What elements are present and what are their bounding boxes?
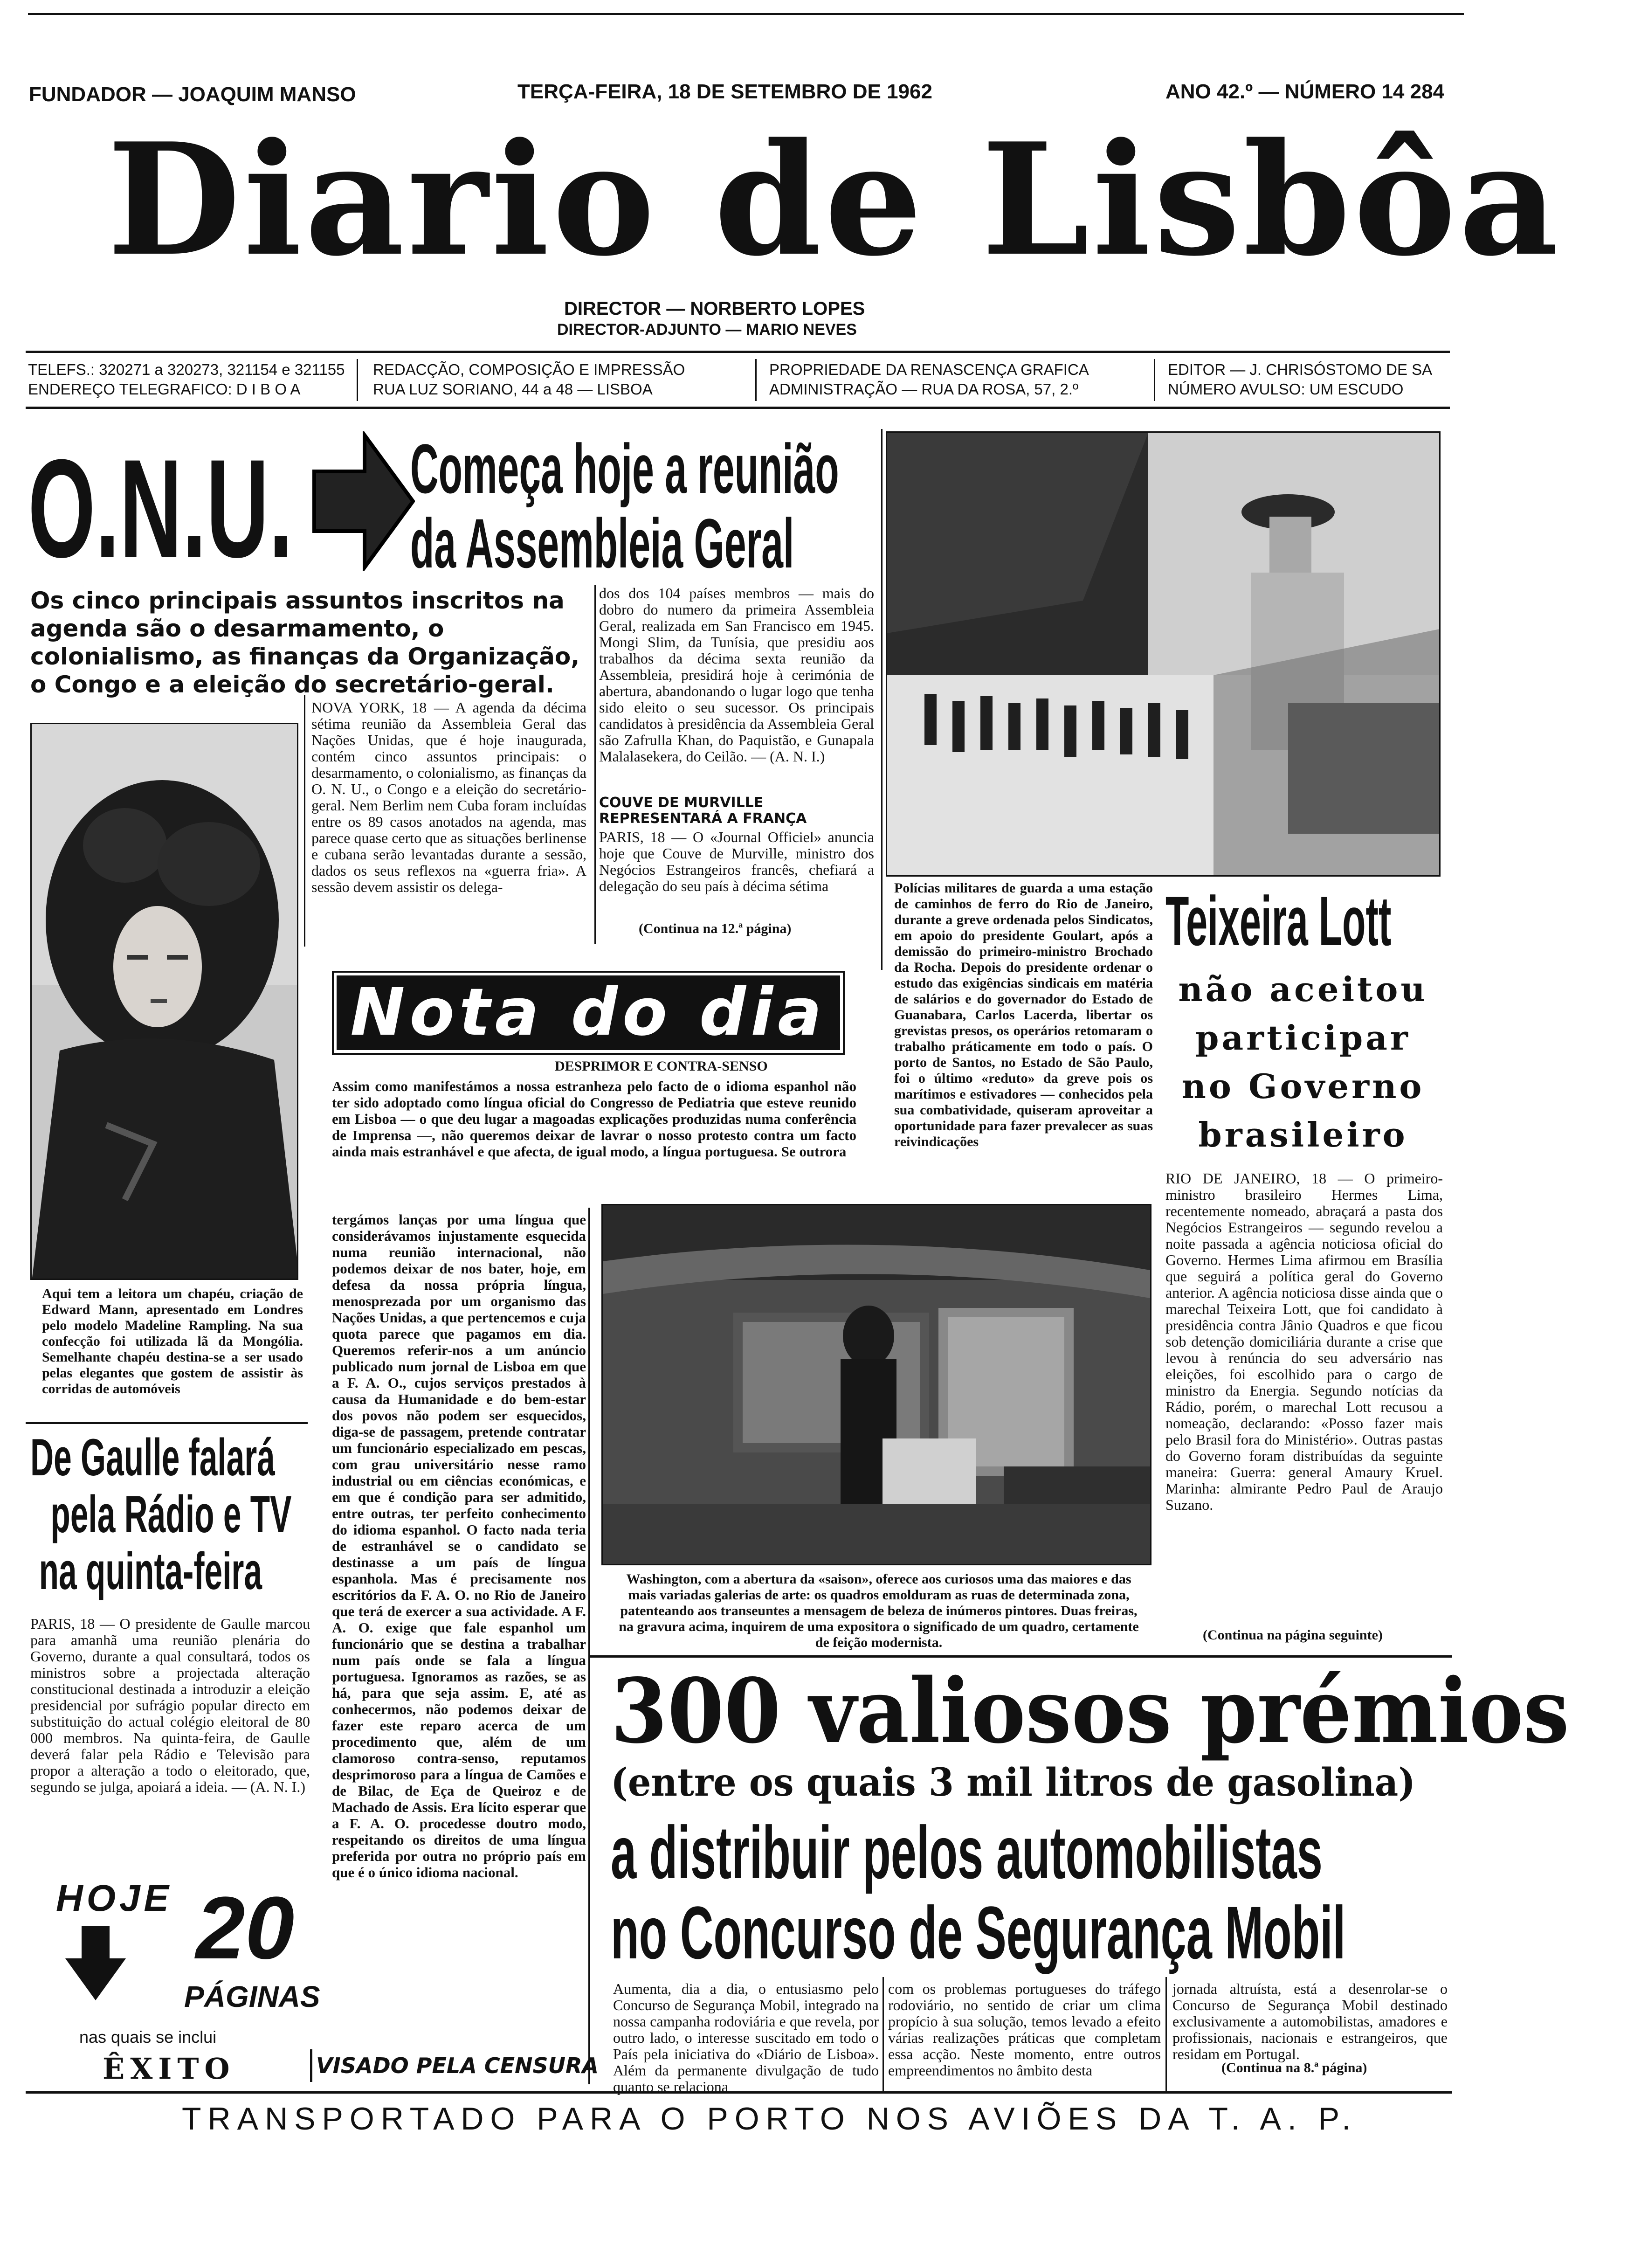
censorship-stamp: VISADO PELA CENSURA [310,2049,590,2082]
mobil-headline-line-1: 300 valiosos prémios [611,1659,1570,1763]
onu-article-col2: dos dos 104 países membros — mais do dobro do numero da primeira Assembleia Geral, realizada em San Francisco em 1945. Mongi Slim, da Tunísia, que presidiu aos trabalhos da décima sexta reunião da Assembleia, presidirá hoje à cerimónia de abertura, abandonando o lugar logo que tenha sido eleito o seu sucessor. Os principais candidatos à presidência da Assembleia Geral são Zafrulla Khan, do Paquistão, e Gunapala Malalasekera, do Ceilão. — (A. N. I.) [599,585,874,765]
nota-title-box [332,971,845,1055]
onu-headline-line-1: Começa hoje a reunião [410,429,839,508]
washington-gallery-photo [601,1204,1151,1565]
brazil-photo-caption: Polícias militares de guarda a uma estação de caminhos de ferro do Rio de Janeiro, durante a greve ordenada pelos Sindicatos, em apoio do presidente Goulart, após a demissão do primeiro-ministro Brochado da Rocha. Depois do presidente ordenar o estudo das exigências sindicais em matéria de salários e do governador do Estado de Guanabara, Carlos Lacerda, libertar os grevistas presos, os operários retomaram o trabalho práticamente em todo o país. O porto de Santos, no Estado de São Paulo, foi o último «reduto» da greve pois os marítimos e estivadores — conhecidos pela sua combatividade, quiseram aproveitar a oportunidade para fazer prevalecer as suas reivindicações [894,880,1153,1149]
mobil-headline-line-3: a distribuir pelos automobilistas [611,1811,1323,1894]
info-divider [755,359,757,401]
onu-subhead: COUVE DE MURVILLE REPRESENTARÁ A FRANÇA [599,795,807,827]
info-top-rule [26,351,1450,353]
lott-headline-line-1: Teixeira Lott [1165,882,1392,960]
lott-headline-line-4: no Governo [1181,1066,1425,1106]
info-line: REDACÇÃO, COMPOSIÇÃO E IMPRESSÃO [373,361,685,378]
director-line: DIRECTOR — NORBERTO LOPES [564,298,865,319]
column-rule [304,695,305,947]
info-line: ENDEREÇO TELEGRAFICO: D I B O A [28,380,301,398]
onu-deck: Os cinco principais assuntos inscritos na agenda são o desarmamento, o colonialismo, as finanças da Organização, o Congo e a eleição do secretário-geral. [30,587,580,698]
nota-subtitle: DESPRIMOR E CONTRA-SENSO [555,1058,768,1074]
info-editor [1168,360,1432,399]
footer-transport-note: TRANSPORTADO PARA O PORTO NOS AVIÕES DA T. A. P. [182,2101,1358,2137]
mobil-article-col1: Aumenta, dia a dia, o entusiasmo pelo Concurso de Segurança Mobil, integrado na nossa campanha rodoviária e que revela, por outro lado, o interesse suscitado em todo o País pela iniciativa do «Diário de Lisboa». Além da permanente divulgação de tudo quanto se relaciona [613,1980,879,2095]
column-rule [881,429,883,970]
lott-headline-line-3: participar [1195,1018,1411,1058]
section-rule [26,1422,308,1424]
pages-label: PÁGINAS [184,1980,320,2013]
hat-photo [30,723,298,1280]
info-telephones [28,360,345,399]
lott-article: RIO DE JANEIRO, 18 — O primeiro-ministro brasileiro Hermes Lima, recentemente nomeado, abraçará a pasta dos Negócios Estrangeiros — segundo revelou a noite passada a agência noticiosa oficial do Governo. Hermes Lima afirmou em Brasília que seguirá a política geral do Governo anterior. A agência noticiosa disse ainda que o marechal Teixeira Lott, que foi candidato à presidência contra Jânio Quadros e que ficou sob detenção domiciliária durante a crise que levou à renúncia do seu adversário nas eleições, foi escolhido para o cargo de ministro da Energia. Segundo notícias da Rádio, porém, o marechal Lott recusou a nomeação, declarando: «Posso fazer mais pelo Brasil fora do Ministério». Outras pastas do Governo foram distribuídas da seguinte maneira: Guerra: general Amaury Kruel. Marinha: almirante Pedro Paul de Araujo Suzano. [1165,1170,1443,1513]
section-rule [590,1655,1452,1658]
info-redaccao [373,360,685,399]
info-line: PROPRIEDADE DA RENASCENÇA GRAFICA [769,361,1089,378]
degaulle-headline-line-1: De Gaulle falará [30,1428,275,1487]
exito-label: ÊXITO [103,2052,235,2086]
onu-label: O.N.U. [28,430,293,587]
info-line: ADMINISTRAÇÃO — RUA DA ROSA, 57, 2.º [769,380,1079,398]
info-line: NÚMERO AVULSO: UM ESCUDO [1168,380,1404,398]
degaulle-headline-line-2: pela Rádio e TV [50,1485,292,1543]
issue-number: ANO 42.º — NÚMERO 14 284 [1165,80,1445,103]
hat-photo-caption: Aqui tem a leitora um chapéu, criação de Edward Mann, apresentado em Londres pelo modelo Madeline Rampling. Na sua confecção foi utilizada lã da Mongólia. Semelhante chapéu destina-se a ser usado pelas elegantes que gostem de assistir às corridas de automóveis [42,1286,303,1397]
top-rule [28,13,1464,15]
mobil-article-col2: com os problemas portugueses do tráfego rodoviário, no sentido de criar um clima propício à sua solução, temos levado a efeito várias realizações práticas que completam essa acção. Neste momento, entre outros empreendimentos no âmbito desta [888,1980,1161,2079]
info-divider [1154,359,1155,401]
mobil-article-col3: jornada altruísta, está a desenrolar-se o Concurso de Segurança Mobil destinado exclusivamente a automobilistas, amadores e profissionais, nacionais e estrangeiros, que residam em Portugal. [1172,1980,1448,2062]
hoje-label: HOJE [56,1877,172,1919]
nota-column: tergámos lanças por uma língua que considerávamos injustamente esquecida numa reunião internacional, não podemos deixar de nos bater, hoje, em defesa da nossa própria língua, menosprezada por um organismo das Nações Unidas, a que pertencemos e cuja quota parece que pagamos em dia. Queremos referir-nos a um anúncio publicado num jornal de Lisboa em que a F. A. O., cujos serviços prestados à causa da Humanidade e do bem-estar dos povos não podem ser esquecidos, diga-se de passagem, pretende contratar um funcionário especializado em pescas, com grau universitário nesse ramo industrial ou em ciências económicas, e em que é condição para ser admitido, entre outras, ter perfeito conhecimento do idioma espanhol. O facto nada teria de estranhável se o candidato se destinasse a um país de língua espanhola. Mas é precisamente nos escritórios da F. A. O. no Rio de Janeiro que terá de exercer a sua actividade. A F. A. O. exige que fale espanhol um funcionário que se destina a trabalhar num país onde se fala a língua portuguesa. Ignoramos as razões, se as há, para que seja assim. E, até as conhecermos, não podemos deixar de fazer este reparo acerca de um procedimento que, além de um clamoroso contra-senso, reputamos desprimoroso para a língua de Camões e de Bilac, de Eça de Queiroz e de Machado de Assis. Era lícito esperar que a F. A. O. procedesse doutro modo, respeitando os direitos de uma língua preferida por outra no próprio país em que é o único idioma nacional. [332,1211,586,1881]
pages-count: 20 [196,1879,295,1978]
brazil-strike-photo [886,431,1441,877]
deputy-director-line: DIRECTOR-ADJUNTO — MARIO NEVES [557,321,857,339]
column-rule [594,585,596,944]
arrow-right-icon [312,431,415,571]
lott-headline-line-2: não aceitou [1178,969,1428,1009]
column-rule [1165,1977,1167,2094]
mobil-headline-line-2: (entre os quais 3 mil litros de gasolina) [611,1760,1416,1805]
degaulle-headline-line-3: na quinta-feira [39,1542,262,1600]
column-rule [588,1208,590,2084]
mobil-headline-line-4: no Concurso de Segurança Mobil [611,1891,1346,1974]
date-line: TERÇA-FEIRA, 18 DE SETEMBRO DE 1962 [517,80,932,103]
hoje-sub: nas quais se inclui [79,2027,217,2047]
onu-headline [410,431,839,581]
nota-lead: Assim como manifestámos a nossa estranheza pelo facto de o idioma espanhol não ter sido adoptado como língua oficial do Congresso de Pediatria que esteve reunido em Lisboa — o que deu lugar a magoadas explicações produzidas numa conferência de Imprensa —, não queremos deixar de lavrar o nosso protesto contra um facto ainda mais estranhável e que afecta, de igual modo, a língua portuguesa. Se outrora [332,1078,856,1160]
footer-rule [26,2091,1452,2094]
lott-continue-link[interactable]: (Continua na página seguinte) [1203,1627,1383,1643]
onu-article-col1: NOVA YORK, 18 — A agenda da décima sétima reunião da Assembleia Geral das Nações Unidas, que é hoje inaugurada, contém cinco assuntos principais: o desarmamento, o colonialismo, as finanças da O. N. U., o Congo e a eleição do secretário-geral. Nem Berlim nem Cuba foram incluídas entre os 89 casos anotados na agenda, mas parece quase certo que as situações berlinense e cubana serão levantadas durante a sessão, dados os seus reflexos na «guerra fria». A sessão devem assistir os delega- [311,699,586,895]
newspaper-title: Diario de Lisbôa [107,109,1562,290]
nota-title: Nota do dia [337,975,840,1050]
founder-line: FUNDADOR — JOAQUIM MANSO [29,83,356,106]
washington-photo-caption: Washington, com a abertura da «saison», oferece aos curiosos uma das maiores e das mais variadas galerias de arte: os quadros emolduram as ruas de determinada zona, patenteando aos transeuntes a mensagem de beleza de inúmeros pintores. Duas freiras, na gravura acima, inquirem de uma expositora o significado de um quadro, certamente de feição modernista. [619,1571,1139,1650]
column-rule [883,1977,884,2094]
lott-headline-line-5: brasileiro [1198,1115,1408,1155]
info-line: RUA LUZ SORIANO, 44 a 48 — LISBOA [373,380,653,398]
onu-headline-line-2: da Assembleia Geral [410,504,794,582]
onu-article-col2b: PARIS, 18 — O «Journal Officiel» anuncia hoje que Couve de Murville, ministro dos Negócios Estrangeiros francês, chefiará a delegação do seu país à décima sétima [599,829,874,894]
onu-continue-link[interactable]: (Continua na 12.ª página) [639,921,792,936]
info-divider [357,359,358,401]
info-propriedade [769,360,1089,399]
mobil-continue-link[interactable]: (Continua na 8.ª página) [1221,2060,1367,2075]
info-line: TELEFS.: 320271 a 320273, 321154 e 321155 [28,361,345,378]
info-bottom-rule [26,407,1450,409]
degaulle-headline [30,1429,291,1600]
arrow-down-icon [65,1926,126,2000]
lott-headline [1165,965,1441,1159]
info-line: EDITOR — J. CHRISÓSTOMO DE SA [1168,361,1433,378]
degaulle-article: PARIS, 18 — O presidente de Gaulle marcou para amanhã uma reunião plenária do Governo, durante a qual consultará, todos os ministros sobre a projectada alteração constitucional destinada a introduzir a eleição presidencial por sufrágio popular directo em substituição do actual colégio eleitoral de 80 000 membros. Na quinta-feira, de Gaulle deverá falar pela Rádio e Televisão para propor a alteração a todo o eleitorado, que, segundo se julga, apoiará a ideia. — (A. N. I.) [30,1615,310,1795]
